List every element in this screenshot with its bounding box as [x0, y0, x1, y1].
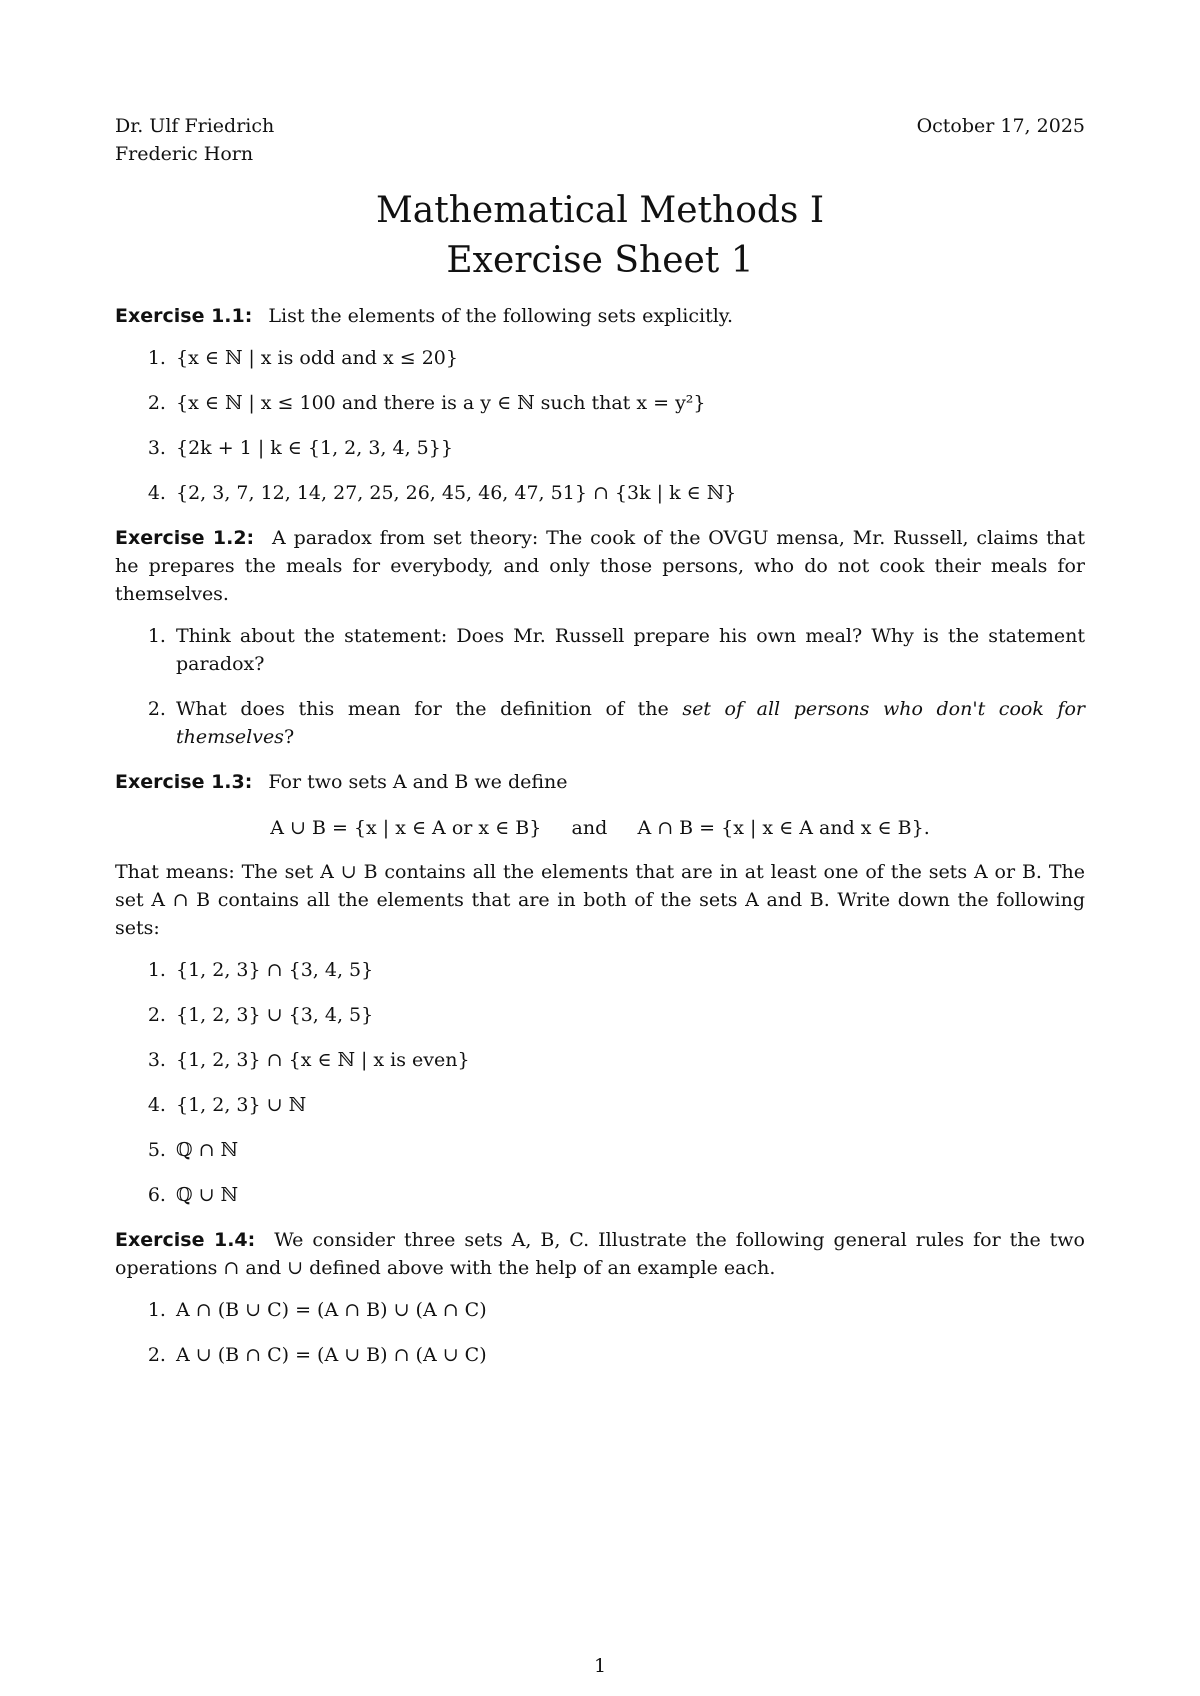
author-name: Frederic Horn — [115, 143, 254, 165]
authors — [115, 112, 274, 168]
connector-word: and — [571, 817, 608, 839]
sheet-title: Exercise Sheet 1 — [446, 240, 754, 281]
exercise-list — [115, 344, 1085, 507]
exercise-label: Exercise 1.2: — [115, 527, 255, 549]
list-item: 6. ℚ ∪ ℕ — [172, 1181, 1085, 1209]
list-item: 1. Think about the statement: Does Mr. Russell prepare his own meal? Why is the statement paradox? — [172, 622, 1085, 678]
list-item: 4. {2, 3, 7, 12, 14, 27, 25, 26, 45, 46, 47, 51} ∩ {3k | k ∈ ℕ} — [172, 479, 1085, 507]
exercise-label: Exercise 1.3: — [115, 771, 253, 793]
list-item: 1. {x ∈ ℕ | x is odd and x ≤ 20} — [172, 344, 1085, 372]
explanation: That means: The set A ∪ B contains all the elements that are in at least one of the sets A or B. The set A ∩ B contains all the elements that are in both of the sets A and B. Write down the following sets: — [115, 861, 1085, 939]
exercise-label: Exercise 1.4: — [115, 1229, 256, 1251]
list-item: 1. A ∩ (B ∪ C) = (A ∩ B) ∪ (A ∩ C) — [172, 1296, 1085, 1324]
exercise-intro: List the elements of the following sets explicitly. — [268, 305, 734, 327]
exercise-list — [115, 622, 1085, 751]
emphasis: set of all persons who don't cook for themselves — [176, 698, 1085, 748]
display-equation — [115, 814, 1085, 842]
course-title: Mathematical Methods I — [375, 190, 825, 231]
exercise-1-2 — [115, 524, 1085, 751]
exercise-intro: A paradox from set theory: The cook of the OVGU mensa, Mr. Russell, claims that he prepares the meals for everybody, and only those persons, who do not cook their meals for themselves. — [115, 527, 1085, 605]
author-name: Dr. Ulf Friedrich — [115, 115, 275, 137]
exercise-list — [115, 956, 1085, 1209]
exercise-1-1 — [115, 302, 1085, 507]
list-item: 5. ℚ ∩ ℕ — [172, 1136, 1085, 1164]
exercise-intro: For two sets A and B we define — [268, 771, 568, 793]
exercise-1-3 — [115, 768, 1085, 1209]
list-item: 4. {1, 2, 3} ∪ ℕ — [172, 1091, 1085, 1119]
exercise-label: Exercise 1.1: — [115, 305, 253, 327]
exercise-1-4 — [115, 1226, 1085, 1369]
list-item: 1. {1, 2, 3} ∩ {3, 4, 5} — [172, 956, 1085, 984]
list-item: 3. {1, 2, 3} ∩ {x ∈ ℕ | x is even} — [172, 1046, 1085, 1074]
list-item: 3. {2k + 1 | k ∈ {1, 2, 3, 4, 5}} — [172, 434, 1085, 462]
date: October 17, 2025 — [916, 115, 1085, 137]
exercise-list — [115, 1296, 1085, 1369]
page-title — [115, 186, 1085, 286]
document-page — [115, 112, 1085, 1386]
list-item: 2. {x ∈ ℕ | x ≤ 100 and there is a y ∈ ℕ such that x = y²} — [172, 389, 1085, 417]
list-item: 2. {1, 2, 3} ∪ {3, 4, 5} — [172, 1001, 1085, 1029]
union-definition: A ∪ B = {x | x ∈ A or x ∈ B} — [270, 817, 542, 839]
list-item: 2. What does this mean for the definition of the set of all persons who don't cook for themselves? — [172, 695, 1085, 751]
intersection-definition: A ∩ B = {x | x ∈ A and x ∈ B}. — [637, 817, 930, 839]
exercise-intro: We consider three sets A, B, C. Illustrate the following general rules for the two operations ∩ and ∪ defined above with the help of an example each. — [115, 1229, 1085, 1279]
header — [115, 112, 1085, 168]
list-item: 2. A ∪ (B ∩ C) = (A ∪ B) ∩ (A ∪ C) — [172, 1341, 1085, 1369]
page-number: 1 — [593, 1655, 607, 1677]
